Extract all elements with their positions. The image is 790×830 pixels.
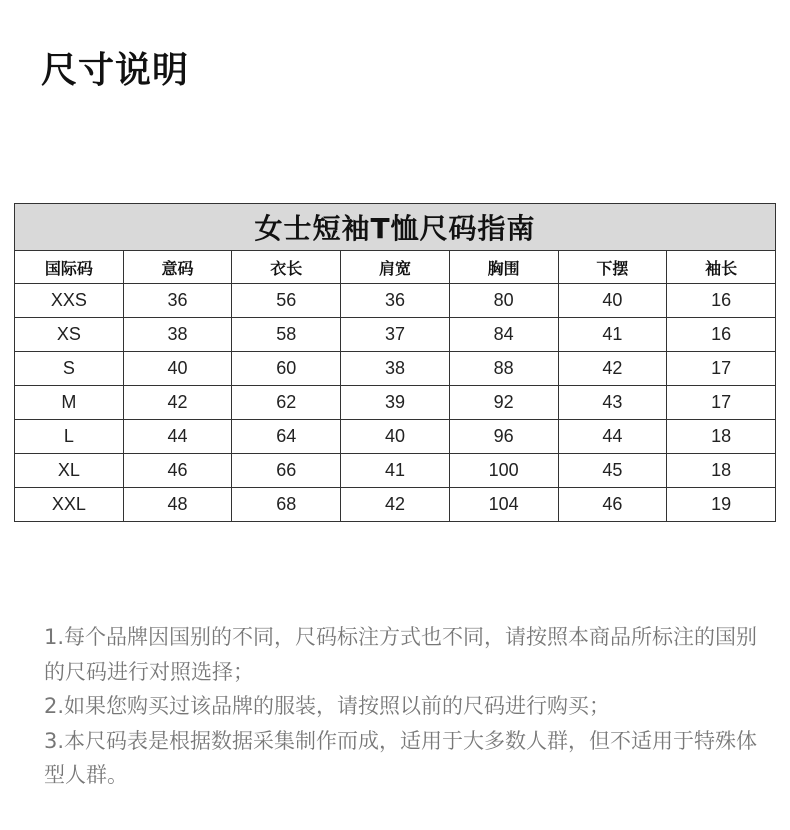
- table-cell: 64: [232, 420, 341, 454]
- table-cell: 46: [558, 488, 667, 522]
- table-cell: 48: [123, 488, 232, 522]
- table-cell: 68: [232, 488, 341, 522]
- table-cell: 19: [667, 488, 776, 522]
- table-cell: 66: [232, 454, 341, 488]
- table-cell: 46: [123, 454, 232, 488]
- note-item: 3.本尺码表是根据数据采集制作而成，适用于大多数人群，但不适用于特殊体型人群。: [44, 728, 758, 787]
- table-cell: 39: [341, 386, 450, 420]
- table-cell: 40: [123, 352, 232, 386]
- table-cell: 100: [449, 454, 558, 488]
- table-cell: 41: [558, 318, 667, 352]
- table-row: [15, 386, 776, 420]
- table-cell: 17: [667, 386, 776, 420]
- table-cell: XXL: [15, 488, 124, 522]
- note-item: 1.每个品牌因国别的不同，尺码标注方式也不同，请按照本商品所标注的国别的尺码进行对照选择；: [44, 625, 758, 684]
- table-cell: S: [15, 352, 124, 386]
- table-cell: 104: [449, 488, 558, 522]
- column-header: 意码: [123, 251, 232, 284]
- column-header: 胸围: [449, 251, 558, 284]
- table-cell: 40: [558, 284, 667, 318]
- column-header: 袖长: [667, 251, 776, 284]
- table-cell: 37: [341, 318, 450, 352]
- column-header: 衣长: [232, 251, 341, 284]
- table-header-row: [15, 251, 776, 284]
- column-header: 下摆: [558, 251, 667, 284]
- table-cell: 60: [232, 352, 341, 386]
- table-title: 女士短袖T恤尺码指南: [15, 204, 776, 251]
- table-cell: 45: [558, 454, 667, 488]
- table-cell: 16: [667, 318, 776, 352]
- size-chart-table: [14, 203, 776, 522]
- column-header: 肩宽: [341, 251, 450, 284]
- table-cell: 80: [449, 284, 558, 318]
- table-row: [15, 284, 776, 318]
- table-cell: 38: [341, 352, 450, 386]
- table-cell: 40: [341, 420, 450, 454]
- table-cell: XS: [15, 318, 124, 352]
- table-cell: 18: [667, 420, 776, 454]
- table-cell: 42: [123, 386, 232, 420]
- table-body: [15, 284, 776, 522]
- table-cell: 88: [449, 352, 558, 386]
- table-cell: 36: [341, 284, 450, 318]
- table-cell: 16: [667, 284, 776, 318]
- note-item: 2.如果您购买过该品牌的服装，请按照以前的尺码进行购买；: [44, 694, 611, 718]
- table-cell: 84: [449, 318, 558, 352]
- table-cell: 44: [558, 420, 667, 454]
- table-row: [15, 352, 776, 386]
- table-cell: 43: [558, 386, 667, 420]
- table-cell: 58: [232, 318, 341, 352]
- table-row: [15, 318, 776, 352]
- table-cell: 42: [341, 488, 450, 522]
- table-cell: 36: [123, 284, 232, 318]
- table-cell: XXS: [15, 284, 124, 318]
- page-title: 尺寸说明: [41, 50, 190, 91]
- table-cell: M: [15, 386, 124, 420]
- table-cell: L: [15, 420, 124, 454]
- table-row: [15, 488, 776, 522]
- table-row: [15, 420, 776, 454]
- table-cell: 56: [232, 284, 341, 318]
- table-cell: 92: [449, 386, 558, 420]
- table-cell: 42: [558, 352, 667, 386]
- table-cell: 96: [449, 420, 558, 454]
- column-header: 国际码: [15, 251, 124, 284]
- size-notes: [44, 620, 764, 793]
- table-caption-row: [15, 204, 776, 251]
- table-cell: 18: [667, 454, 776, 488]
- table-cell: XL: [15, 454, 124, 488]
- table-row: [15, 454, 776, 488]
- table-cell: 62: [232, 386, 341, 420]
- table-cell: 17: [667, 352, 776, 386]
- table-cell: 41: [341, 454, 450, 488]
- table-cell: 44: [123, 420, 232, 454]
- table-cell: 38: [123, 318, 232, 352]
